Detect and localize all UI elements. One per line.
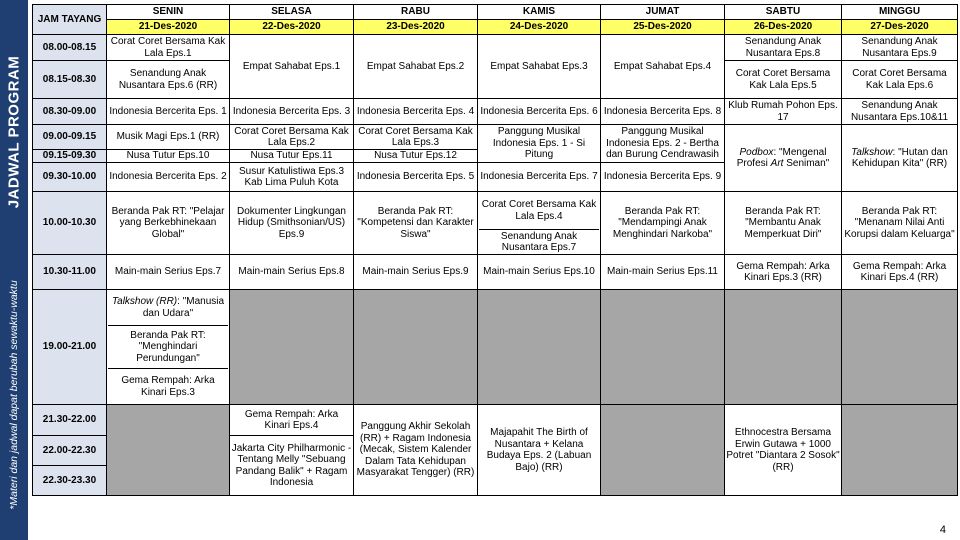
program-cell: Gema Rempah: Arka Kinari Eps.4 — [230, 405, 354, 436]
program-title: : "Mengenal Profesi — [736, 146, 827, 169]
empty-slot — [107, 405, 230, 496]
program-cell: Senandung Anak Nusantara Eps.6 (RR) — [107, 61, 230, 99]
program-cell: Corat Coret Bersama Kak Lala Eps.1 — [107, 35, 230, 61]
program-cell: Beranda Pak RT: "Pelajar yang Berkebhinekaan Global" — [107, 192, 230, 255]
program-title: : "Hutan dan Kehidupan Kita" (RR) — [851, 146, 948, 169]
program-subcell: Beranda Pak RT: "Menghindari Perundungan" — [108, 326, 228, 369]
program-cell: Indonesia Bercerita Eps. 1 — [107, 99, 230, 125]
program-cell: Gema Rempah: Arka Kinari Eps.3 (RR) — [725, 255, 842, 290]
empty-slot — [842, 405, 958, 496]
program-cell: Majapahit The Birth of Nusantara + Kelana Budaya Eps. 2 (Labuan Bajo) (RR) — [478, 405, 601, 496]
program-cell: Beranda Pak RT: "Membantu Anak Memperkuat Diri" — [725, 192, 842, 255]
program-cell: Jakarta City Philharmonic - Tentang Melly "Sebuang Pandang Balik" + Ragam Indonesia — [230, 436, 354, 496]
program-cell-stack — [478, 192, 601, 255]
program-cell: Empat Sahabat Eps.3 — [478, 35, 601, 99]
sidebar-note: *Materi dan jadwal dapat berubah sewaktu-waktu — [8, 280, 20, 510]
empty-slot — [842, 290, 958, 405]
date-header-senin: 21-Des-2020 — [107, 20, 230, 35]
time-slot: 08.00-08.15 — [33, 35, 107, 61]
program-cell: Klub Rumah Pohon Eps. 17 — [725, 99, 842, 125]
program-cell: Susur Katulistiwa Eps.3 Kab Lima Puluh Kota — [230, 163, 354, 192]
program-cell: Indonesia Bercerita Eps. 9 — [601, 163, 725, 192]
program-type: Podbox — [739, 146, 774, 158]
sidebar-title: JADWAL PROGRAM — [5, 55, 23, 209]
program-cell: Empat Sahabat Eps.1 — [230, 35, 354, 99]
program-type: Talkshow (RR) — [111, 296, 178, 307]
program-cell: Empat Sahabat Eps.2 — [354, 35, 478, 99]
day-header-minggu: MINGGU — [842, 5, 958, 20]
empty-slot — [725, 290, 842, 405]
program-cell: Beranda Pak RT: "Menanam Nilai Anti Korupsi dalam Keluarga" — [842, 192, 958, 255]
date-header-selasa: 22-Des-2020 — [230, 20, 354, 35]
schedule-table — [32, 4, 958, 496]
time-slot: 22.00-22.30 — [33, 436, 107, 466]
program-cell: Gema Rempah: Arka Kinari Eps.4 (RR) — [842, 255, 958, 290]
date-header-minggu: 27-Des-2020 — [842, 20, 958, 35]
program-cell: Main-main Serius Eps.9 — [354, 255, 478, 290]
program-cell: Dokumenter Lingkungan Hidup (Smithsonian/US) Eps.9 — [230, 192, 354, 255]
program-cell: Nusa Tutur Eps.12 — [354, 150, 478, 163]
program-cell: Indonesia Bercerita Eps. 5 — [354, 163, 478, 192]
program-cell — [842, 125, 958, 192]
program-cell: Corat Coret Bersama Kak Lala Eps.6 — [842, 61, 958, 99]
program-cell: Ethnocestra Bersama Erwin Gutawa + 1000 Potret "Diantara 2 Sosok" (RR) — [725, 405, 842, 496]
empty-slot — [478, 290, 601, 405]
time-slot: 10.30-11.00 — [33, 255, 107, 290]
time-slot: 10.00-10.30 — [33, 192, 107, 255]
program-cell: Nusa Tutur Eps.10 — [107, 150, 230, 163]
program-cell: Panggung Musikal Indonesia Eps. 2 - Bertha dan Burung Cendrawasih — [601, 125, 725, 163]
program-cell: Corat Coret Bersama Kak Lala Eps.3 — [354, 125, 478, 150]
program-subcell: Senandung Anak Nusantara Eps.7 — [500, 230, 578, 253]
program-cell: Musik Magi Eps.1 (RR) — [107, 125, 230, 150]
program-cell: Main-main Serius Eps.7 — [107, 255, 230, 290]
program-title: : "Manusia dan Udara" — [142, 296, 225, 319]
program-subcell: Corat Coret Bersama Kak Lala Eps.4 — [479, 192, 599, 230]
day-header-selasa: SELASA — [230, 5, 354, 20]
program-cell: Panggung Akhir Sekolah (RR) + Ragam Indonesia (Mecak, Sistem Kalender Dalam Tata Kehidupan Masyarakat Tengger) (RR) — [354, 405, 478, 496]
program-cell: Main-main Serius Eps.8 — [230, 255, 354, 290]
empty-slot — [230, 290, 354, 405]
program-cell: Panggung Musikal Indonesia Eps. 1 - Si Pitung — [478, 125, 601, 163]
time-slot: 09.15-09.30 — [33, 150, 107, 163]
date-header-rabu: 23-Des-2020 — [354, 20, 478, 35]
program-cell: Indonesia Bercerita Eps. 3 — [230, 99, 354, 125]
program-cell: Beranda Pak RT: "Kompetensi dan Karakter Siswa" — [354, 192, 478, 255]
day-header-sabtu: SABTU — [725, 5, 842, 20]
program-cell: Indonesia Bercerita Eps. 6 — [478, 99, 601, 125]
empty-slot — [354, 290, 478, 405]
time-slot: 21.30-22.00 — [33, 405, 107, 436]
day-header-kamis: KAMIS — [478, 5, 601, 20]
program-cell — [725, 125, 842, 192]
program-type: Talkshow — [851, 146, 893, 158]
day-header-senin: SENIN — [107, 5, 230, 20]
time-slot: 08.15-08.30 — [33, 61, 107, 99]
day-header-rabu: RABU — [354, 5, 478, 20]
program-cell-stack — [107, 290, 230, 405]
date-header-kamis: 24-Des-2020 — [478, 20, 601, 35]
sidebar — [0, 0, 28, 540]
empty-slot — [601, 405, 725, 496]
program-cell: Empat Sahabat Eps.4 — [601, 35, 725, 99]
program-cell: Senandung Anak Nusantara Eps.10&11 — [842, 99, 958, 125]
program-subcell: Gema Rempah: Arka Kinari Eps.3 — [121, 375, 215, 398]
empty-slot — [601, 290, 725, 405]
time-slot: 09.30-10.00 — [33, 163, 107, 192]
program-cell: Main-main Serius Eps.10 — [478, 255, 601, 290]
time-slot: 22.30-23.30 — [33, 466, 107, 496]
program-cell: Corat Coret Bersama Kak Lala Eps.2 — [230, 125, 354, 150]
program-cell: Beranda Pak RT: "Mendampingi Anak Menghindari Narkoba" — [601, 192, 725, 255]
program-cell: Corat Coret Bersama Kak Lala Eps.5 — [725, 61, 842, 99]
program-cell: Senandung Anak Nusantara Eps.8 — [725, 35, 842, 61]
program-cell: Indonesia Bercerita Eps. 7 — [478, 163, 601, 192]
time-slot: 08.30-09.00 — [33, 99, 107, 125]
program-subcell — [108, 290, 228, 326]
program-cell: Indonesia Bercerita Eps. 2 — [107, 163, 230, 192]
program-cell: Indonesia Bercerita Eps. 4 — [354, 99, 478, 125]
time-slot: 09.00-09.15 — [33, 125, 107, 150]
jam-tayang-header: JAM TAYANG — [33, 5, 107, 35]
date-header-sabtu: 26-Des-2020 — [725, 20, 842, 35]
program-cell: Indonesia Bercerita Eps. 8 — [601, 99, 725, 125]
program-title-end: Seniman" — [783, 158, 830, 169]
program-cell: Senandung Anak Nusantara Eps.9 — [842, 35, 958, 61]
page-number: 4 — [939, 524, 946, 536]
day-header-jumat: JUMAT — [601, 5, 725, 20]
program-title-italic: Art — [770, 158, 784, 169]
date-header-jumat: 25-Des-2020 — [601, 20, 725, 35]
program-cell: Main-main Serius Eps.11 — [601, 255, 725, 290]
program-cell: Nusa Tutur Eps.11 — [230, 150, 354, 163]
time-slot: 19.00-21.00 — [33, 290, 107, 405]
